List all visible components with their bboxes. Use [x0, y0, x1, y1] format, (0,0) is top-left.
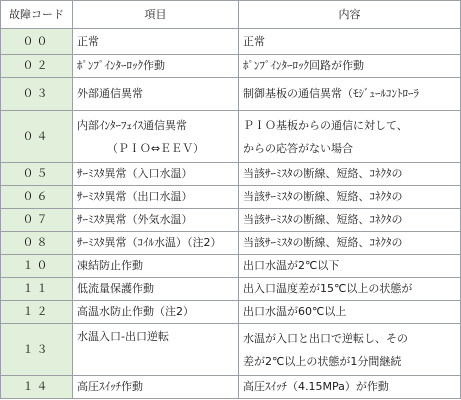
fault-content: 出口水温が2℃以下	[239, 255, 461, 278]
fault-code: ０６	[1, 186, 73, 209]
fault-item	[73, 111, 239, 163]
fault-item: ｻｰﾐｽﾀ異常（出口水温）	[73, 186, 239, 209]
header-content: 内容	[239, 1, 461, 29]
fault-code: １１	[1, 278, 73, 301]
fault-code: ０５	[1, 163, 73, 186]
fault-content: 正常	[239, 29, 461, 55]
fault-content: 出入口温度差が15℃以上の状態が	[239, 278, 461, 301]
fault-content: 高圧ｽｲｯﾁ（4.15MPa）が作動	[239, 376, 461, 399]
table-row	[1, 111, 461, 163]
header-row	[1, 1, 461, 29]
fault-code: ０８	[1, 232, 73, 255]
table-row	[1, 232, 461, 255]
fault-content: 当該ｻｰﾐｽﾀの断線、短絡、ｺﾈｸﾀの	[239, 209, 461, 232]
fault-item: 正常	[73, 29, 239, 55]
fault-item: ｻｰﾐｽﾀ異常（ｺｲﾙ水温）（注2）	[73, 232, 239, 255]
table-row	[1, 78, 461, 111]
table-row	[1, 55, 461, 78]
fault-item: 凍結防止作動	[73, 255, 239, 278]
fault-content	[239, 111, 461, 163]
fault-content: 出口水温が60℃以上	[239, 301, 461, 324]
fault-content: 当該ｻｰﾐｽﾀの断線、短絡、ｺﾈｸﾀの	[239, 163, 461, 186]
fault-content-line: 水温が入口と出口で逆転し、その	[243, 331, 408, 345]
header-item: 項目	[73, 1, 239, 29]
fault-code: ０３	[1, 78, 73, 111]
fault-code: ００	[1, 29, 73, 55]
fault-content	[239, 324, 461, 376]
table-row	[1, 278, 461, 301]
table-row	[1, 163, 461, 186]
fault-code: ０２	[1, 55, 73, 78]
fault-code: １２	[1, 301, 73, 324]
table-row	[1, 324, 461, 376]
fault-content: 当該ｻｰﾐｽﾀの断線、短絡、ｺﾈｸﾀの	[239, 186, 461, 209]
fault-content: 当該ｻｰﾐｽﾀの断線、短絡、ｺﾈｸﾀの	[239, 232, 461, 255]
table-row	[1, 301, 461, 324]
fault-content: ﾎﾟﾝﾌﾟｲﾝﾀｰﾛｯｸ回路が作動	[239, 55, 461, 78]
fault-item: ﾎﾟﾝﾌﾟｲﾝﾀｰﾛｯｸ作動	[73, 55, 239, 78]
fault-content-line: ＰＩＯ基板からの通信に対して、	[243, 118, 408, 132]
table-row	[1, 255, 461, 278]
fault-code: ０４	[1, 111, 73, 163]
fault-item: ｻｰﾐｽﾀ異常（入口水温）	[73, 163, 239, 186]
fault-code: １０	[1, 255, 73, 278]
fault-code: １４	[1, 376, 73, 399]
fault-item: ｻｰﾐｽﾀ異常（外気水温）	[73, 209, 239, 232]
fault-item: 高温水防止作動（注2）	[73, 301, 239, 324]
header-code: 故障コード	[1, 1, 73, 29]
table-row	[1, 376, 461, 399]
fault-content-line: 差が2℃以上の状態が1分間継続	[243, 354, 402, 368]
table-row	[1, 209, 461, 232]
fault-item: 外部通信異常	[73, 78, 239, 111]
fault-item: 水温入口-出口逆転	[73, 324, 239, 376]
fault-code: １３	[1, 324, 73, 376]
fault-item-line: （ＰＩＯ⇔ＥＥＶ）	[106, 141, 205, 155]
fault-item-line: 内部ｲﾝﾀｰﾌｪｲｽ通信異常	[77, 118, 187, 132]
fault-item: 低流量保護作動	[73, 278, 239, 301]
fault-content-line: からの応答がない場合	[243, 141, 353, 155]
fault-content: 制御基板の通信異常（ﾓｼﾞｭｰﾙｺﾝﾄﾛｰﾗ	[239, 78, 461, 111]
table-row	[1, 186, 461, 209]
fault-code: ０７	[1, 209, 73, 232]
fault-item: 高圧ｽｲｯﾁ作動	[73, 376, 239, 399]
table-row	[1, 29, 461, 55]
